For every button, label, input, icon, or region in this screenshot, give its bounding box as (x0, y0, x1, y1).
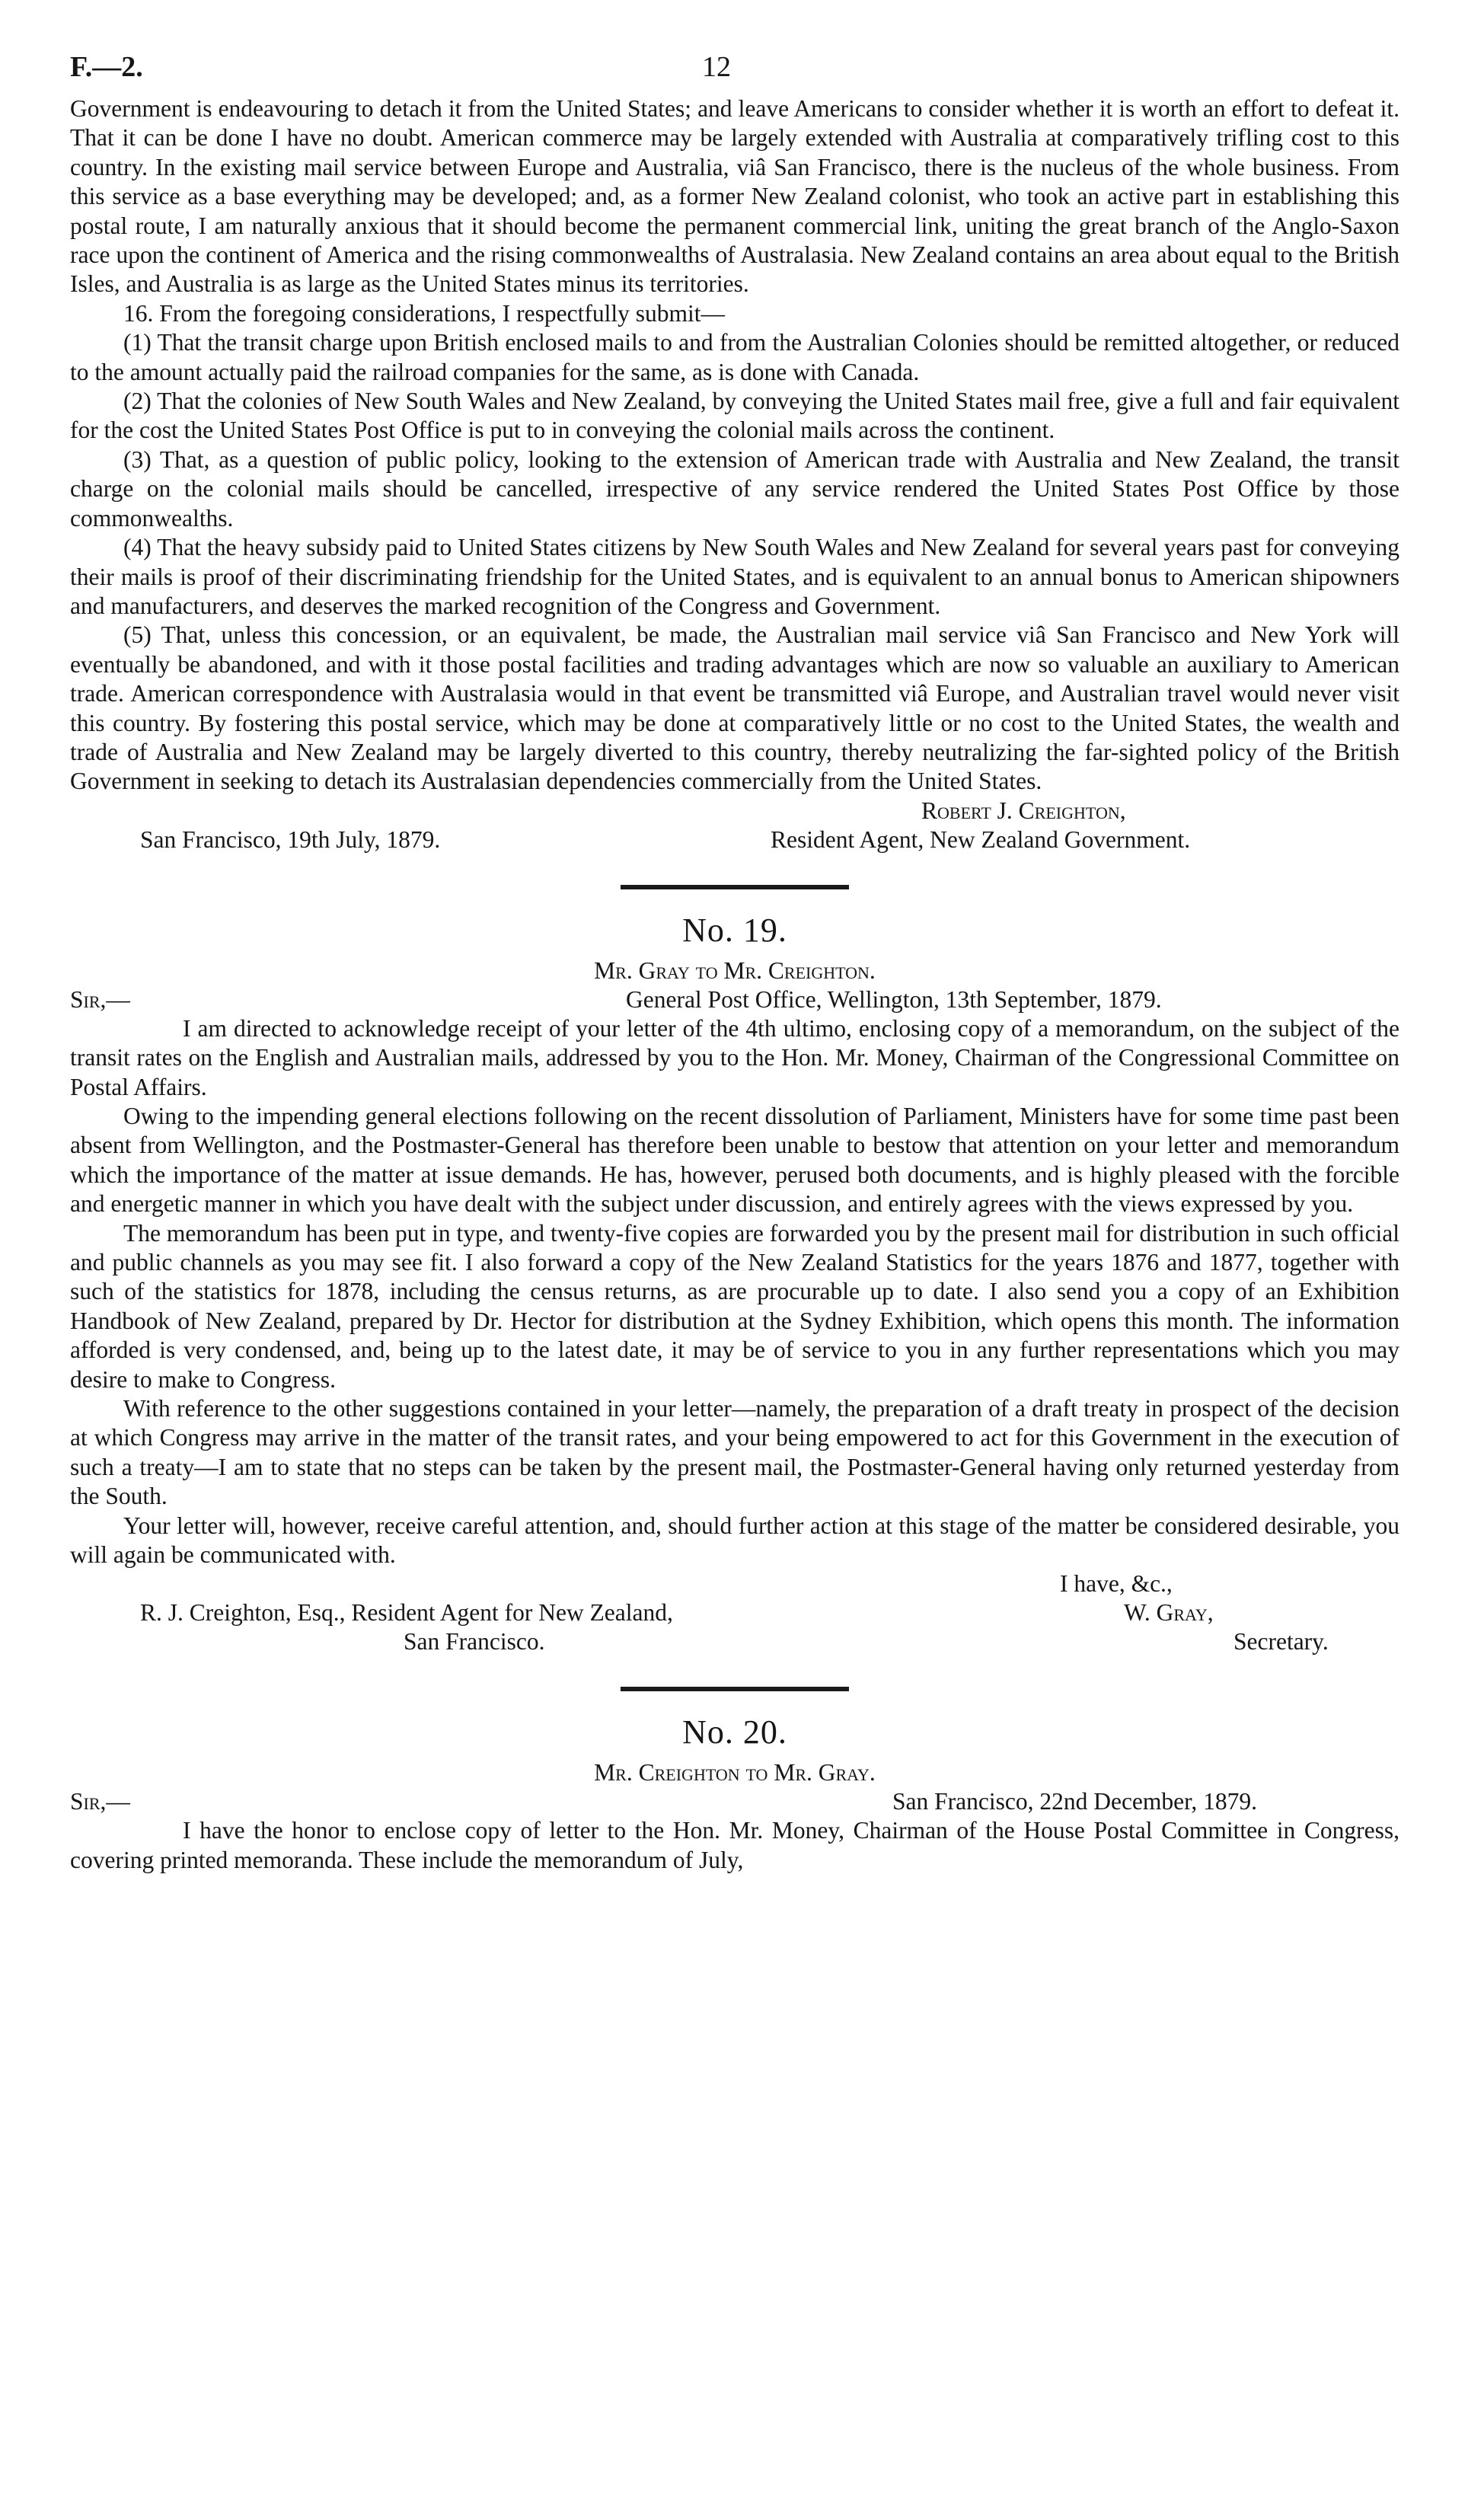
letter-from-to: Mr. Creighton to Mr. Gray. (594, 1759, 876, 1786)
letter-paragraph: The memorandum has been put in type, and twenty-five copies are forwarded you by the present mail for distribution in such official and public channels as you may see fit. I also forward a copy of the New Zealand Statistics for the years 1876 and 1877, together with such of the statistics for 1878, including the census returns, as are procurable up to date. I also send you a copy of an Exhibition Handbook of New Zealand, prepared by Dr. Hector for distribution at the Sydney Exhibition, which opens this month. The information afforded is very condensed, and, being up to the latest date, it may be of service to you in any further representations which you may desire to make to Congress. (70, 1219, 1399, 1393)
letter-paragraph: With reference to the other suggestions contained in your letter—namely, the preparation of a draft treaty in prospect of the decision at which Congress may arrive in the matter of the transit rates, and your being empowered to act for this Government in the execution of such a treaty—I am to state that no steps can be taken by the present mail, the Postmaster-General having only returned yesterday from the South. (70, 1395, 1399, 1510)
signatory-title: Resident Agent, New Zealand Government. (771, 825, 1191, 853)
document-page (70, 50, 1399, 1875)
submission-item-4: (4) That the heavy subsidy paid to United States citizens by New South Wales and New Zealand for several years past for conveying their mails is proof of their discriminating friendship for the United States, and is equivalent to an annual bonus to American shipowners and manufacturers, and deserves the marked recognition of the Congress and Government. (70, 534, 1399, 619)
addressee-line (70, 1598, 1399, 1627)
salutation: Sir,— (70, 1788, 130, 1815)
addressee-line-2 (70, 1627, 1399, 1656)
closing: I have, &c., (1060, 1570, 1173, 1598)
page-header (70, 50, 1399, 94)
closing-line (70, 1569, 1399, 1598)
letter-from-to: Mr. Gray to Mr. Creighton. (594, 956, 876, 984)
continuation-paragraph: Government is endeavouring to detach it from the United States; and leave Americans to consider whether it is worth an effort to defeat it. That it can be done I have no doubt. American commerce may be largely extended with Australia at comparatively trifling cost to this country. In the existing mail service between Europe and Australia, viâ San Francisco, there is the nucleus of the whole business. From this service as a base everything may be developed; and, as a former New Zealand colonist, who took an active part in establishing this postal route, I am naturally anxious that it should become the permanent commercial link, uniting the great branch of the Anglo-Saxon race upon the continent of America and the rising commonwealths of Australasia. New Zealand contains an area about equal to the British Isles, and Australia is as large as the United States minus its territories. (70, 95, 1399, 298)
submission-item-1: (1) That the transit charge upon British enclosed mails to and from the Australian Colonies should be remitted altogether, or reduced to the amount actually paid the railroad companies for the same, as is done with Canada. (70, 329, 1399, 385)
numbered-paragraph-16: 16. From the foregoing considerations, I respectfully submit— (123, 299, 725, 327)
address-date: San Francisco, 22nd December, 1879. (892, 1788, 1257, 1815)
place-date: San Francisco, 19th July, 1879. (140, 825, 441, 853)
signer-title: Secretary. (1233, 1628, 1329, 1655)
salutation: Sir,— (70, 985, 130, 1013)
address-date: General Post Office, Wellington, 13th September, 1879. (626, 985, 1162, 1013)
signatory-name: Robert J. Creighton, (921, 797, 1126, 824)
letter-paragraph: I have the honor to enclose copy of letter to the Hon. Mr. Money, Chairman of the House Postal Committee in Congress, covering printed memoranda. These include the memorandum of July, (70, 1817, 1399, 1873)
salutation-line (70, 1787, 1399, 1816)
addressee: R. J. Creighton, Esq., Resident Agent for New Zealand, (140, 1599, 673, 1627)
submission-item-5: (5) That, unless this concession, or an equivalent, be made, the Australian mail service viâ San Francisco and New York will eventually be abandoned, and with it those postal facilities and trading advantages which are now so valuable an auxiliary to American trade. American correspondence with Australasia would in that event be transmitted viâ Europe, and Australian travel would never visit this country. By fostering this postal service, which may be done at comparatively little or no cost to the United States, the wealth and trade of Australia and New Zealand may be largely diverted to this country, thereby neutralizing the far-sighted policy of the British Government in seeking to detach its Australasian dependencies commercially from the United States. (70, 621, 1399, 795)
addressee-city: San Francisco. (404, 1628, 545, 1655)
signer: W. Gray, (1124, 1599, 1214, 1627)
letter-number: No. 20. (682, 1713, 787, 1751)
salutation-line (70, 985, 1399, 1014)
submission-item-2: (2) That the colonies of New South Wales and New Zealand, by conveying the United States mail free, give a full and fair equivalent for the cost the United States Post Office is put to in conveying the colonial mails across the continent. (70, 388, 1399, 444)
letter-number: No. 19. (682, 911, 787, 949)
page-number: 12 (702, 51, 731, 83)
signature-place-line (70, 825, 1399, 854)
letter-paragraph: I am directed to acknowledge receipt of your letter of the 4th ultimo, enclosing copy of a memorandum, on the subject of the transit rates on the English and Australian mails, addressed by you to the Hon. Mr. Money, Chairman of the Congressional Committee on Postal Affairs. (70, 1014, 1399, 1100)
submission-item-3: (3) That, as a question of public policy, looking to the extension of American trade with Australia and New Zealand, the transit charge on the colonial mails should be cancelled, irrespective of any service rendered the United States Post Office by those commonwealths. (70, 445, 1399, 532)
signature-name-line (70, 797, 1399, 825)
letter-paragraph: Your letter will, however, receive careful attention, and, should further action at this stage of the matter be considered desirable, you will again be communicated with. (70, 1512, 1399, 1569)
letter-paragraph: Owing to the impending general elections following on the recent dissolution of Parliament, Ministers have for some time past been absent from Wellington, and the Postmaster-General has therefore been unable to bestow that attention on your letter and memorandum which the importance of the matter at issue demands. He has, however, perused both documents, and is highly pleased with the forcible and energetic manner in which you have dealt with the subject under discussion, and entirely agrees with the views expressed by you. (70, 1102, 1399, 1218)
document-reference: F.—2. (70, 51, 143, 83)
